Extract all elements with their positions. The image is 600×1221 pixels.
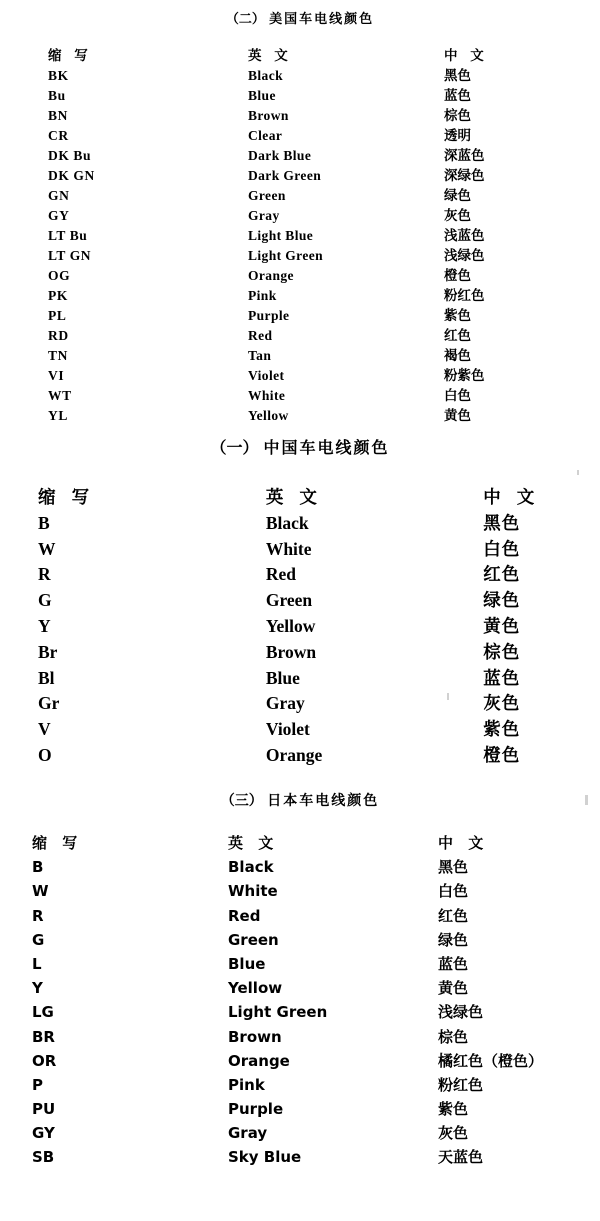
table-row [32, 1074, 598, 1098]
cell-abbr: OG [48, 268, 71, 283]
table-row [48, 364, 594, 384]
cell-chinese: 红色 [438, 906, 469, 925]
cell-chinese: 紫色 [444, 308, 471, 324]
cell-abbr: GN [48, 188, 70, 203]
table-header-row [38, 484, 600, 510]
cell-chinese: 灰色 [444, 208, 471, 224]
cell-english: Black [228, 858, 274, 877]
cell-english: White [248, 388, 286, 403]
cell-abbr: TN [48, 348, 68, 363]
table-row [38, 613, 600, 639]
table-us-wire-colors [48, 44, 594, 424]
table-jp-wire-colors [32, 832, 598, 1171]
table-row [38, 665, 600, 691]
cell-english: Blue [265, 667, 300, 688]
cell-chinese: 绿色 [438, 930, 469, 949]
cell-chinese: 浅绿色 [438, 1003, 484, 1022]
cell-abbr: W [32, 882, 49, 901]
table-row [48, 64, 594, 84]
cell-english: Green [248, 188, 286, 203]
cell-chinese: 褐色 [444, 348, 471, 364]
cell-english: Blue [228, 954, 266, 973]
table-header-row [48, 44, 594, 64]
cell-english: Red [248, 328, 273, 343]
cell-chinese: 灰色 [438, 1124, 469, 1143]
cell-english: Yellow [248, 408, 289, 423]
cell-abbr: Y [32, 979, 43, 998]
cell-abbr: WT [48, 388, 72, 403]
cell-chinese: 浅绿色 [444, 248, 485, 264]
section-jp-wire-colors [0, 790, 600, 1171]
table-row [48, 144, 594, 164]
cell-english: Purple [248, 308, 290, 323]
cell-chinese: 紫色 [483, 720, 521, 741]
table-row [48, 124, 594, 144]
cell-chinese: 棕色 [483, 642, 521, 663]
table-row [32, 1026, 598, 1050]
cell-abbr: PU [32, 1100, 56, 1119]
cell-chinese: 黑色 [444, 68, 471, 84]
cell-chinese: 蓝色 [444, 88, 471, 104]
cell-english: Pink [248, 288, 277, 303]
cell-chinese: 白色 [444, 388, 471, 404]
table-row [32, 1122, 598, 1146]
column-header-english: 英 文 [265, 488, 322, 508]
table-row [48, 184, 594, 204]
cell-abbr: W [38, 538, 56, 559]
cell-abbr: LT GN [48, 248, 92, 263]
cell-abbr: YL [48, 408, 68, 423]
cell-chinese: 粉红色 [444, 288, 485, 304]
cell-english: Brown [248, 108, 289, 123]
table-row [48, 324, 594, 344]
cell-english: Blue [248, 88, 276, 103]
cell-abbr: O [38, 744, 52, 765]
cell-chinese: 绿色 [483, 591, 521, 612]
table-row [48, 84, 594, 104]
cell-chinese: 棕色 [444, 108, 471, 124]
cell-english: Yellow [265, 615, 316, 636]
cell-chinese: 蓝色 [438, 954, 469, 973]
cell-abbr: Gr [38, 693, 60, 714]
cell-english: Black [248, 68, 284, 83]
cell-abbr: PL [48, 308, 67, 323]
cell-abbr: SB [32, 1148, 55, 1167]
table-row [38, 742, 600, 768]
cell-english: Violet [248, 368, 285, 383]
cell-english: Sky Blue [228, 1148, 302, 1167]
table-row [48, 344, 594, 364]
cell-english: Orange [248, 268, 294, 283]
cell-chinese: 红色 [483, 565, 521, 586]
table-header-row [32, 832, 598, 856]
section-name-cn: 中国车电线颜色 [263, 438, 390, 457]
section-title-jp [0, 790, 600, 810]
table-row [32, 905, 598, 929]
section-name-jp: 日本车电线颜色 [267, 793, 380, 809]
table-cn-wire-colors [38, 484, 600, 768]
cell-english: Light Green [228, 1003, 328, 1022]
cell-abbr: LT Bu [48, 228, 88, 243]
cell-chinese: 棕色 [438, 1027, 469, 1046]
cell-abbr: CR [48, 128, 69, 143]
cell-abbr: G [32, 930, 45, 949]
cell-chinese: 黄色 [438, 979, 469, 998]
table-row [48, 244, 594, 264]
cell-abbr: DK GN [48, 168, 95, 183]
cell-abbr: VI [48, 368, 65, 383]
column-header-english: 英 文 [228, 834, 279, 852]
cell-english: Yellow [228, 979, 283, 998]
cell-english: Gray [265, 693, 305, 714]
cell-english: Green [265, 590, 313, 611]
section-us-wire-colors [0, 8, 600, 424]
section-title-us [0, 8, 600, 27]
scan-artifact [577, 470, 579, 475]
section-number-jp: （三） [220, 793, 263, 809]
cell-abbr: B [38, 512, 50, 533]
cell-abbr: P [32, 1075, 43, 1094]
column-header-chinese: 中 文 [444, 48, 488, 64]
cell-english: Light Green [248, 248, 324, 263]
cell-chinese: 黑色 [483, 513, 521, 534]
table-row [32, 977, 598, 1001]
cell-abbr: BK [48, 68, 69, 83]
cell-chinese: 粉红色 [438, 1075, 484, 1094]
cell-english: Violet [265, 719, 310, 740]
table-row [48, 304, 594, 324]
cell-english: Orange [265, 744, 323, 765]
cell-english: Gray [248, 208, 280, 223]
cell-chinese: 深绿色 [444, 168, 485, 184]
cell-chinese: 灰色 [483, 694, 521, 715]
cell-chinese: 黑色 [438, 858, 469, 877]
cell-abbr: R [32, 906, 44, 925]
cell-english: Black [265, 512, 309, 533]
cell-chinese: 橙色 [444, 268, 471, 284]
cell-chinese: 浅蓝色 [444, 228, 485, 244]
cell-chinese: 深蓝色 [444, 148, 485, 164]
cell-chinese: 橙色 [483, 745, 521, 766]
table-row [48, 404, 594, 424]
cell-chinese: 透明 [444, 128, 471, 144]
cell-english: Tan [248, 348, 272, 363]
cell-abbr: PK [48, 288, 68, 303]
cell-abbr: L [32, 954, 42, 973]
cell-english: Green [228, 930, 279, 949]
cell-chinese: 橘红色（橙色） [438, 1051, 544, 1070]
table-row [48, 224, 594, 244]
section-cn-wire-colors [0, 435, 600, 768]
cell-english: Light Blue [248, 228, 314, 243]
table-row [48, 104, 594, 124]
cell-english: White [228, 882, 278, 901]
column-header-chinese: 中 文 [483, 488, 540, 508]
cell-chinese: 紫色 [438, 1100, 469, 1119]
cell-chinese: 蓝色 [483, 668, 521, 689]
cell-abbr: Y [38, 615, 51, 636]
column-header-abbr: 缩 写 [38, 488, 95, 508]
table-row [38, 716, 600, 742]
cell-abbr: B [32, 858, 44, 877]
section-title-cn [0, 435, 600, 458]
cell-abbr: Bu [48, 88, 66, 103]
cell-chinese: 粉紫色 [444, 368, 485, 384]
cell-english: Brown [265, 641, 317, 662]
table-row [38, 690, 600, 716]
table-row [32, 1098, 598, 1122]
table-row [32, 929, 598, 953]
section-number-us: （二） [225, 12, 265, 27]
cell-english: Orange [228, 1051, 290, 1070]
cell-abbr: GY [48, 208, 70, 223]
table-row [48, 384, 594, 404]
cell-abbr: LG [32, 1003, 54, 1022]
table-row [38, 536, 600, 562]
section-name-us: 美国车电线颜色 [269, 12, 375, 27]
cell-chinese: 红色 [444, 328, 471, 344]
cell-abbr: BR [32, 1027, 55, 1046]
cell-english: Gray [228, 1124, 268, 1143]
cell-english: Pink [228, 1075, 265, 1094]
cell-chinese: 白色 [483, 539, 521, 560]
table-row [38, 510, 600, 536]
cell-english: Dark Green [248, 168, 322, 183]
table-row [32, 880, 598, 904]
table-row [32, 856, 598, 880]
table-row [38, 587, 600, 613]
cell-abbr: R [38, 564, 51, 585]
column-header-abbr: 缩 写 [32, 834, 83, 852]
table-row [32, 1146, 598, 1170]
cell-chinese: 黄色 [444, 408, 471, 424]
scan-artifact [447, 693, 449, 700]
table-row [32, 953, 598, 977]
cell-abbr: DK Bu [48, 148, 92, 163]
cell-chinese: 绿色 [444, 188, 471, 204]
scan-artifact [585, 795, 588, 805]
cell-abbr: RD [48, 328, 69, 343]
cell-english: Dark Blue [248, 148, 312, 163]
cell-abbr: GY [32, 1124, 55, 1143]
table-row [48, 164, 594, 184]
table-row [32, 1001, 598, 1025]
cell-english: White [265, 538, 312, 559]
column-header-chinese: 中 文 [438, 834, 489, 852]
cell-abbr: V [38, 719, 51, 740]
table-row [48, 264, 594, 284]
cell-abbr: OR [32, 1051, 57, 1070]
table-row [48, 284, 594, 304]
table-row [38, 561, 600, 587]
section-number-cn: （一） [210, 438, 259, 457]
cell-english: Purple [228, 1100, 284, 1119]
table-row [48, 204, 594, 224]
cell-chinese: 白色 [438, 882, 469, 901]
column-header-abbr: 缩 写 [48, 48, 92, 64]
table-row [32, 1050, 598, 1074]
cell-chinese: 天蓝色 [438, 1148, 484, 1167]
cell-chinese: 黄色 [483, 616, 521, 637]
cell-english: Red [265, 564, 296, 585]
cell-english: Brown [228, 1027, 282, 1046]
cell-abbr: G [38, 590, 52, 611]
table-row [38, 639, 600, 665]
cell-abbr: BN [48, 108, 68, 123]
column-header-english: 英 文 [248, 48, 292, 64]
cell-abbr: Bl [38, 667, 55, 688]
cell-abbr: Br [38, 641, 58, 662]
cell-english: Red [228, 906, 261, 925]
cell-english: Clear [248, 128, 283, 143]
